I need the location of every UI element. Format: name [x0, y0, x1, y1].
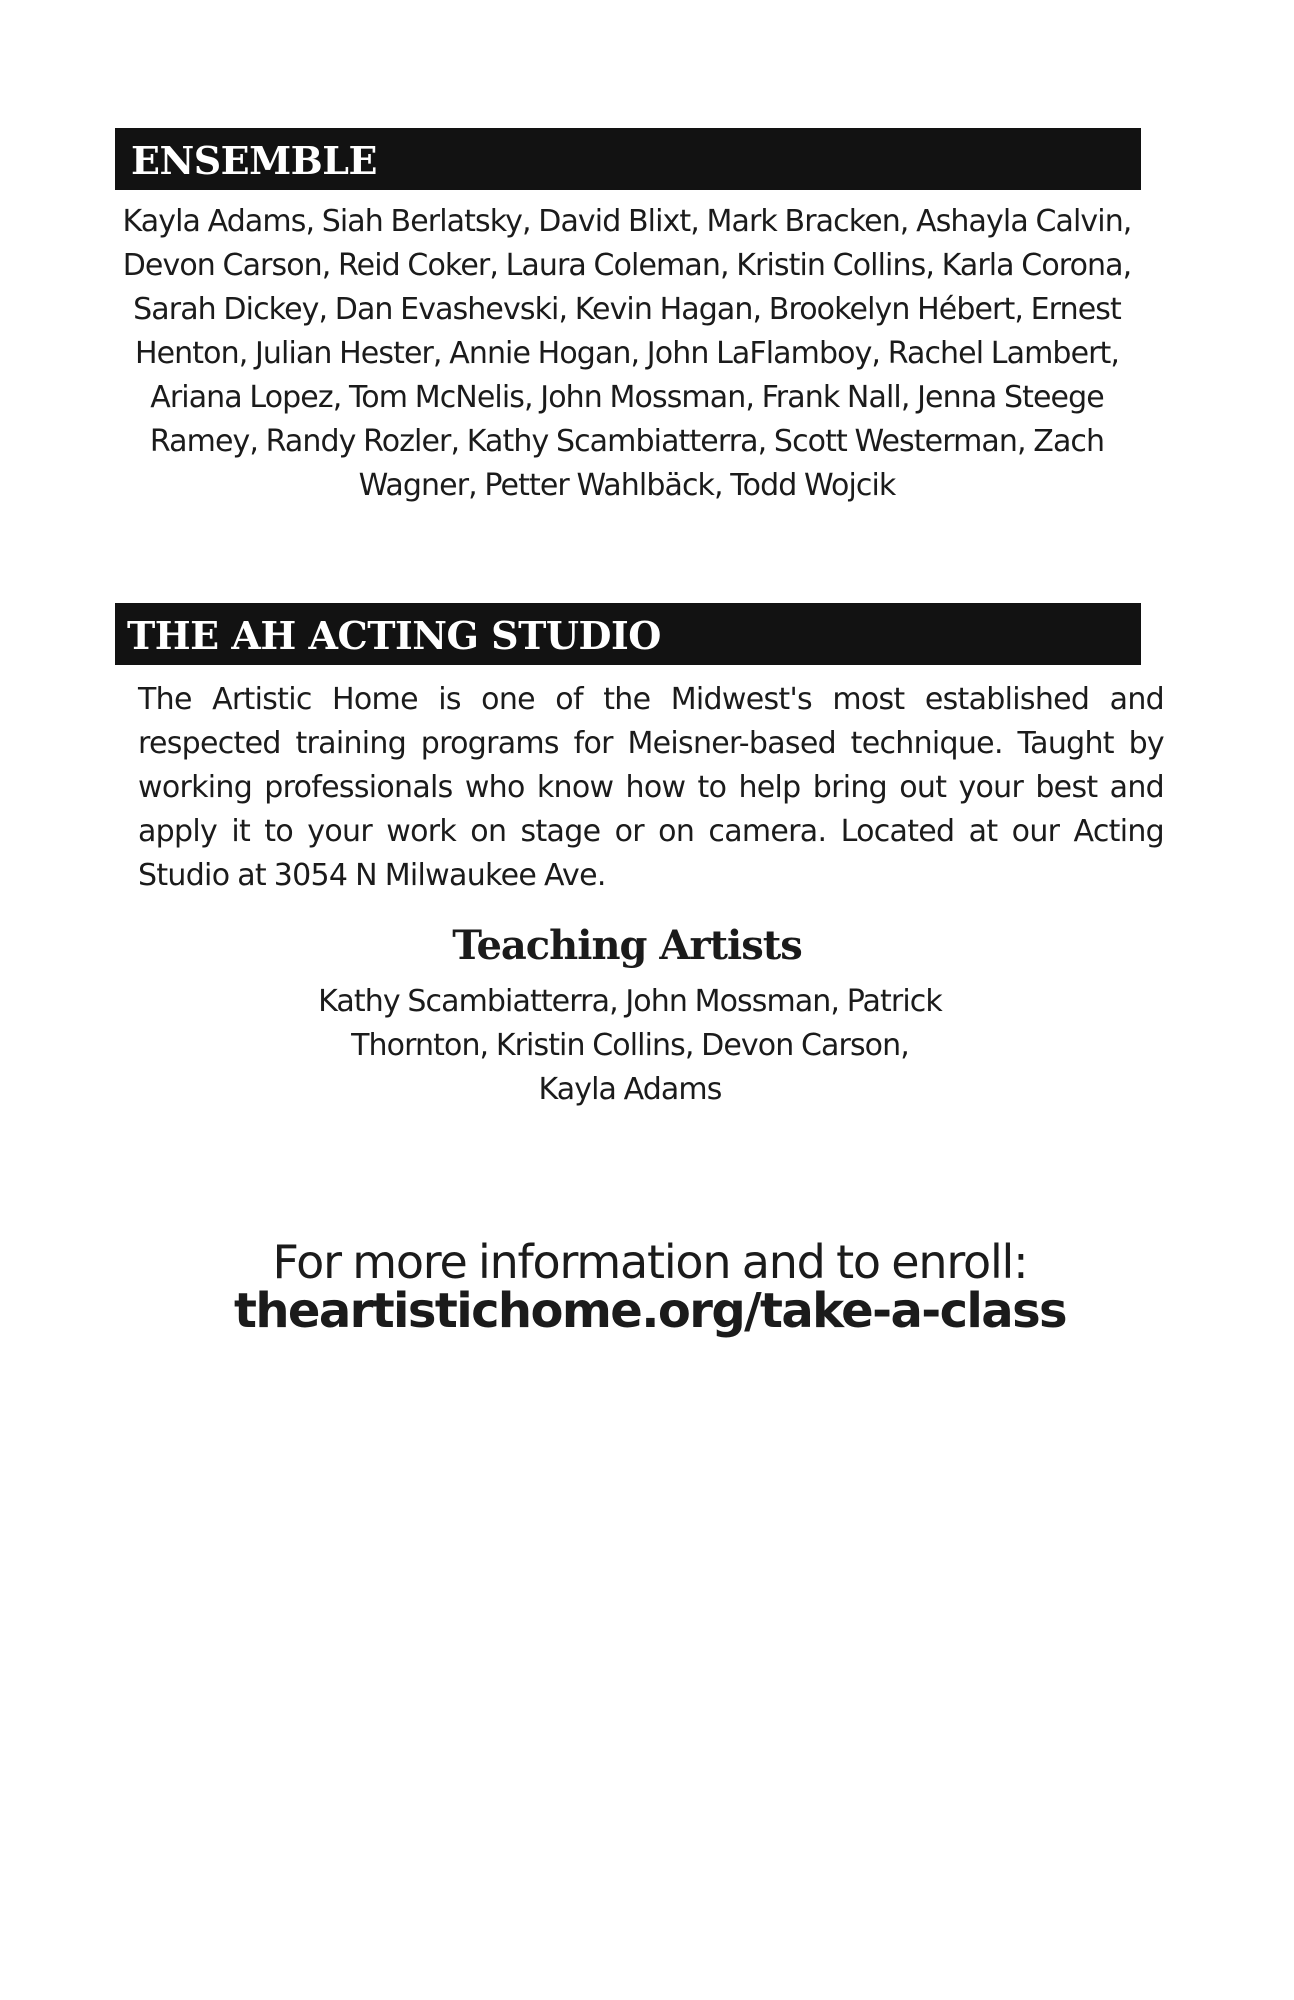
studio-heading-bar [115, 603, 1141, 665]
studio-heading: THE AH ACTING STUDIO [127, 613, 661, 658]
ensemble-member-list: Kayla Adams, Siah Berlatsky, David Blixt, Mark Bracken, Ashayla Calvin, Devon Carson, Reid Coker, Laura Coleman, Kristin Collins, Karla Corona, Sarah Dickey, Dan Evashevski, Kevin Hagan, Brookelyn Hébert, Ernest Henton, Julian Hester, Annie Hogan, John LaFlamboy, Rachel Lambert, Ariana Lopez, Tom McNelis, John Mossman, Frank Nall, Jenna Steege Ramey, Randy Rozler, Kathy Scambiatterra, Scott Westerman, Zach Wagner, Petter Wahlbäck, Todd Wojcik [122, 204, 1132, 503]
enroll-url-link[interactable]: theartistichome.org/take-a-class [233, 1283, 1067, 1339]
teaching-artists-list: Kathy Scambiatterra, John Mossman, Patrick Thornton, Kristin Collins, Devon Carson, Kayla Adams [318, 984, 942, 1107]
ensemble-heading-bar [115, 128, 1141, 190]
ensemble-heading: ENSEMBLE [131, 138, 377, 183]
teaching-artists-title: Teaching Artists [452, 922, 802, 969]
enroll-prompt: For more information and to enroll: [272, 1235, 1028, 1289]
studio-description: The Artistic Home is one of the Midwest's most established and respected training programs for Meisner-based technique. Taught by working professionals who know how to help bring out your best and apply it to your work on stage or on camera. Located at our Acting Studio at 3054 N Milwaukee Ave. [138, 682, 1164, 893]
